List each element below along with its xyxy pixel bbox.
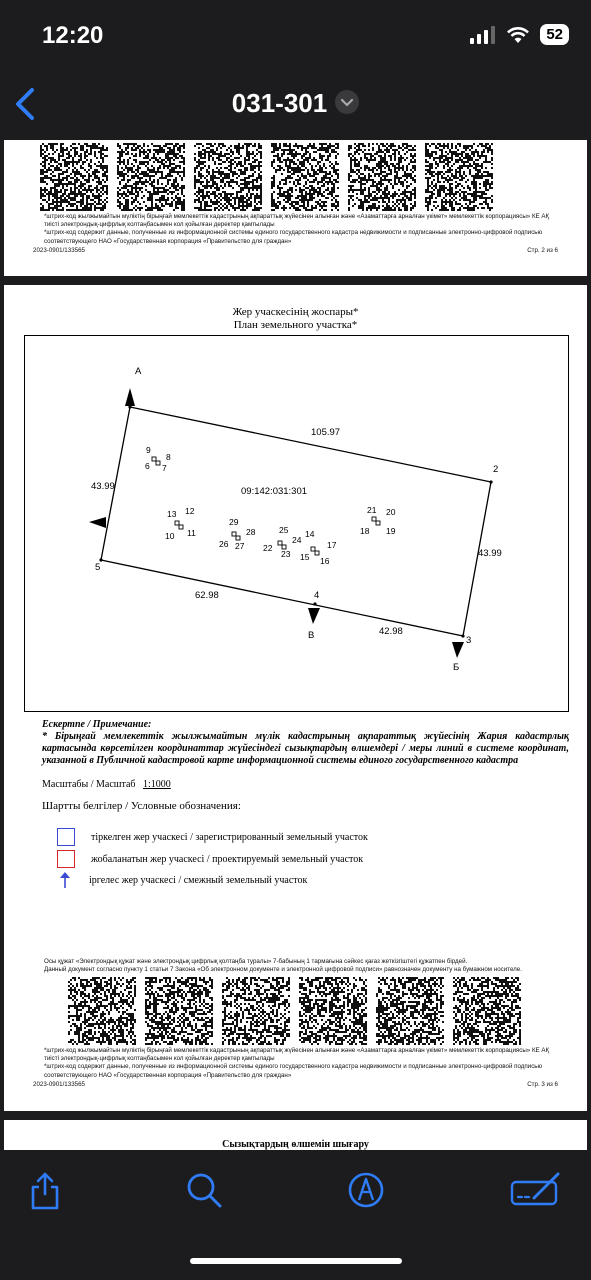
- adjacent-arrow-b: [452, 642, 464, 658]
- legend-title: Шартты белгілер / Условные обозначения:: [42, 800, 241, 812]
- point-label: 4: [314, 590, 320, 601]
- barcode-image: [453, 977, 521, 1045]
- svg-text:14: 14: [305, 529, 315, 539]
- arrow-label: А: [135, 366, 142, 377]
- svg-text:16: 16: [320, 556, 330, 566]
- home-indicator[interactable]: [190, 1258, 402, 1264]
- marker-labels: [145, 445, 396, 566]
- footnote-line: тиісті электрондық-цифрлық колтаңбасымен кол қойылған деректер қамтылады: [44, 1055, 275, 1063]
- svg-text:21: 21: [367, 505, 377, 515]
- barcode-footnote: [44, 1047, 549, 1080]
- document-title[interactable]: [0, 88, 591, 119]
- adjacent-arrow-v: [308, 608, 320, 624]
- svg-text:13: 13: [167, 509, 177, 519]
- barcode-row: [40, 143, 493, 211]
- adjacent-arrow-a: [125, 388, 135, 406]
- share-icon[interactable]: [27, 1170, 63, 1210]
- note-label: Ескертпе / Примечание:: [42, 719, 152, 730]
- footnote-line: соответствующего НАО «Государственная корпорация «Правительство для граждан»: [44, 237, 292, 245]
- top-bar: [0, 0, 591, 140]
- footnote-line: соответствующего НАО «Государственная корпорация «Правительство для граждан»: [44, 1071, 292, 1079]
- legend-text: іргелес жер учаскесі / смежный земельный участок: [89, 874, 308, 886]
- battery-indicator: 52: [540, 24, 569, 45]
- plan-title-kz: Жер учаскесінің жоспары*: [232, 306, 359, 318]
- svg-text:7: 7: [162, 463, 167, 473]
- svg-text:27: 27: [235, 541, 245, 551]
- bottom-toolbar: [0, 1150, 591, 1280]
- point-label: 2: [493, 464, 499, 475]
- point-label: 5: [95, 562, 101, 573]
- legend-item-projected: [57, 850, 363, 868]
- status-time: 12:20: [42, 22, 104, 49]
- scale-label: Масштабы / Масштаб: [42, 779, 136, 790]
- barcode-footnote: [44, 213, 549, 246]
- corner-point: [313, 602, 316, 605]
- scale-value: 1:1000: [142, 779, 171, 790]
- search-icon[interactable]: [185, 1170, 223, 1210]
- svg-text:6: 6: [145, 461, 150, 471]
- legend-item-registered: [57, 828, 368, 846]
- barcode-row: [68, 977, 521, 1045]
- barcode-image: [348, 143, 416, 211]
- law-note-line: Осы құжат «Электрондық құжат және электрондық цифрлық қолтаңба туралы» 7-бабының 1 тармағына сәйкес қағаз жеткізгіштегі құжатпен бірдей.: [44, 958, 468, 965]
- footnote-line: *штрих-код жылжымайтын мүліктің бірыңғай мемлекеттік кадастрының ақпараттық жүйесінен алынған және «Азаматтарға арналған үкімет» мемлекеттік корпорациясы» КЕ АҚ: [44, 213, 550, 220]
- document-page-2: [4, 140, 587, 276]
- land-plan-frame: [24, 335, 569, 712]
- svg-text:17: 17: [327, 540, 337, 550]
- svg-text:22: 22: [263, 543, 273, 553]
- svg-text:24: 24: [292, 535, 302, 545]
- document-page-4: [4, 1120, 587, 1150]
- arrow-label: Б: [453, 662, 460, 673]
- svg-text:25: 25: [279, 525, 289, 535]
- document-title-text: 031-301: [231, 88, 328, 118]
- blue-square-icon: [57, 828, 75, 846]
- scale: [42, 779, 171, 790]
- svg-text:11: 11: [187, 528, 196, 538]
- law-note: [44, 958, 522, 974]
- legend-item-adjacent: [57, 871, 307, 889]
- arrow-label: В: [308, 630, 315, 641]
- svg-text:15: 15: [300, 552, 310, 562]
- status-icons: [470, 24, 569, 45]
- page-heading: Сызықтардың өлшемін шығару: [222, 1139, 369, 1150]
- svg-text:9: 9: [146, 445, 151, 455]
- cellular-signal-icon: [470, 26, 496, 44]
- point-label: 3: [466, 635, 472, 646]
- svg-text:28: 28: [246, 527, 256, 537]
- barcode-image: [194, 143, 262, 211]
- svg-text:29: 29: [229, 517, 239, 527]
- parcel-id: 09:142:031:301: [241, 486, 308, 497]
- svg-text:18: 18: [360, 526, 370, 536]
- doc-number: 2023-0901/133565: [33, 1081, 85, 1088]
- distance-label: 43.99: [478, 548, 502, 559]
- barcode-image: [425, 143, 493, 211]
- land-plan-drawing: [25, 336, 568, 711]
- red-square-icon: [57, 850, 75, 868]
- doc-number: 2023-0901/133565: [33, 247, 85, 254]
- barcode-image: [68, 977, 136, 1045]
- footnote-line: *штрих-код содержит данные, полученные из информационной системы единого государственного кадастра недвижимости и подписанные электронно-цифровой подписью: [44, 229, 543, 237]
- footnote-line: *штрих-код жылжымайтын мүліктің бірыңғай мемлекеттік кадастрының ақпараттық жүйесінен алынған және «Азаматтарға арналған үкімет» мемлекеттік корпорациясы» КЕ АҚ: [44, 1047, 550, 1054]
- svg-text:19: 19: [386, 526, 396, 536]
- footnote-line: тиісті электрондық-цифрлық колтаңбасымен кол қойылған деректер қамтылады: [44, 221, 275, 229]
- svg-text:23: 23: [281, 549, 291, 559]
- document-page-3: [4, 285, 587, 1111]
- barcode-image: [376, 977, 444, 1045]
- svg-text:10: 10: [165, 531, 175, 541]
- corner-point: [461, 634, 464, 637]
- chevron-down-icon[interactable]: [335, 90, 359, 114]
- barcode-image: [40, 143, 108, 211]
- plan-title-ru: План земельного участка*: [233, 319, 358, 331]
- barcode-image: [299, 977, 367, 1045]
- blue-arrow-icon: [57, 871, 73, 889]
- sign-icon[interactable]: [510, 1170, 564, 1210]
- note-text: * Бірыңғай мемлекеттік жылжымайтын мүлік кадастрының ақпараттық жүйесінің Жария кадастрлық картасында көрсетілген координаттар жүйесіндегі сызықтардың өлшемдері / меры линий в системе координат, указанной в Публичной кадастровой карте информационной системы единого государственного кадастра: [42, 731, 569, 766]
- adjacent-arrow-left: [89, 517, 106, 528]
- footnote-line: *штрих-код содержит данные, полученные из информационной системы единого государственного кадастра недвижимости и подписанные электронно-цифровой подписью: [44, 1063, 543, 1071]
- page-number: Стр. 2 из 6: [527, 247, 558, 254]
- svg-text:12: 12: [185, 506, 195, 516]
- svg-text:26: 26: [219, 539, 229, 549]
- law-note-line: Данный документ согласно пункту 1 статьи 7 Закона «Об электронном документе и электронной цифровой подписи» равнозначен документу на бумажном носителе.: [44, 966, 522, 974]
- distance-label: 105.97: [311, 427, 341, 438]
- parcel-boundary: [101, 407, 491, 636]
- markup-icon[interactable]: [346, 1170, 386, 1210]
- barcode-image: [271, 143, 339, 211]
- barcode-image: [117, 143, 185, 211]
- barcode-image: [222, 977, 290, 1045]
- distance-label: 43.99: [91, 481, 115, 492]
- svg-text:8: 8: [166, 452, 171, 462]
- distance-label: 62.98: [195, 590, 219, 601]
- legend-text: тіркелген жер учаскесі / зарегистрированный земельный участок: [91, 831, 368, 843]
- wifi-icon: [506, 26, 530, 44]
- svg-text:20: 20: [386, 507, 396, 517]
- corner-point: [489, 480, 492, 483]
- distance-label: 42.98: [379, 626, 403, 637]
- page-number: Стр. 3 из 6: [527, 1081, 558, 1088]
- barcode-image: [145, 977, 213, 1045]
- legend-text: жобаланатын жер учаскесі / проектируемый земельный участок: [91, 853, 364, 865]
